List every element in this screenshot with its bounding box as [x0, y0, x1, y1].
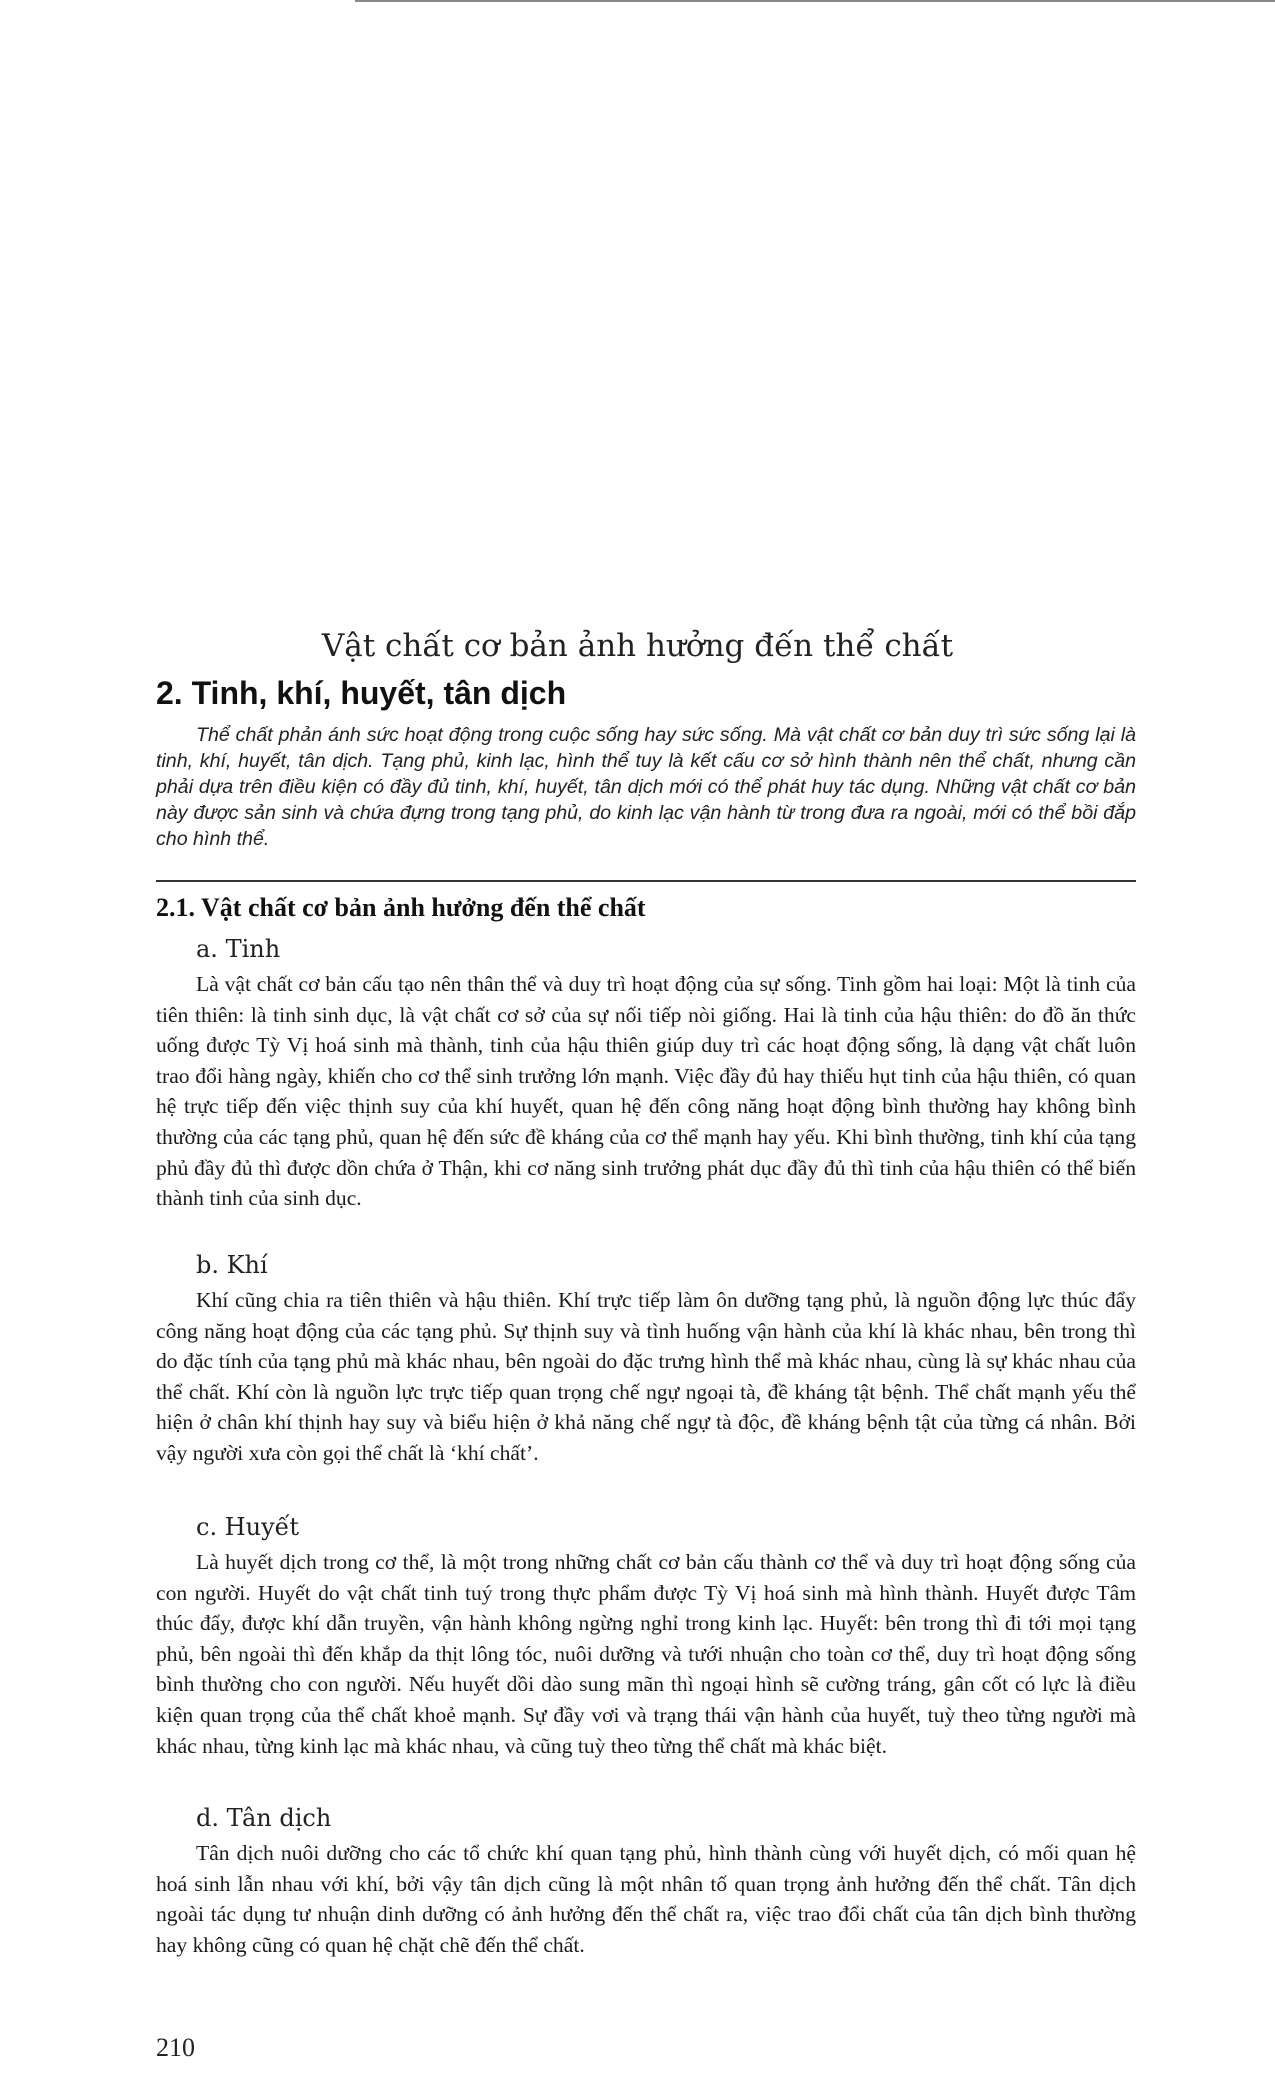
subsection-heading: a. Tinh — [196, 935, 281, 963]
subsection-text: Tân dịch nuôi dưỡng cho các tổ chức khí quan tạng phủ, hình thành cùng với huyết dịch, có mối quan hệ hoá sinh lẫn nhau với khí, bởi vậy tân dịch cũng là một nhân tố quan trọng ảnh hưởng đến thể chất. Tân dịch ngoài tác dụng tư nhuận dinh dưỡng có ảnh hưởng đến thể chất ra, việc trao đổi chất của tân dịch bình thường hay không cũng có quan hệ chặt chẽ đến thể chất. — [156, 1841, 1136, 1957]
divider — [156, 880, 1136, 882]
page-number: 210 — [156, 2033, 195, 2062]
top-edge-line — [355, 0, 1275, 2]
subsection-heading: c. Huyết — [196, 1513, 300, 1541]
subsection-heading: d. Tân dịch — [196, 1804, 332, 1832]
subsection-text: Khí cũng chia ra tiên thiên và hậu thiên. Khí trực tiếp làm ôn dưỡng tạng phủ, là nguồn động lực thúc đẩy công năng hoạt động của các tạng phủ. Sự thịnh suy và tình huống vận hành của khí là khác nhau, bên trong thì do đặc tính của tạng phủ mà khác nhau, bên ngoài do đặc trưng hình thể mà khác nhau, cùng là sự khác nhau của thể chất. Khí còn là nguồn lực trực tiếp quan trọng chế ngự ngoại tà, đề kháng tật bệnh. Thể chất mạnh yếu thể hiện ở chân khí thịnh hay suy và biểu hiện ở khả năng chế ngự tà độc, đề kháng bệnh tật của từng cá nhân. Bởi vậy người xưa còn gọi thể chất là ‘khí chất’. — [156, 1288, 1136, 1465]
chapter-title: 2. Tinh, khí, huyết, tân dịch — [156, 675, 567, 711]
subsection-text: Là vật chất cơ bản cấu tạo nên thân thể và duy trì hoạt động của sự sống. Tinh gồm hai loại: Một là tinh của tiên thiên: là tinh sinh dục, là vật chất cơ sở của sự nối tiếp nòi giống. Hai là tinh của hậu thiên: do đồ ăn thức uống được Tỳ Vị hoá sinh mà thành, tinh của hậu thiên giúp duy trì các hoạt động sống, là dạng vật chất luôn trao đổi hàng ngày, khiến cho cơ thể sinh trưởng lớn mạnh. Việc đầy đủ hay thiếu hụt tinh của hậu thiên, có quan hệ trực tiếp đến việc thịnh suy của khí huyết, quan hệ đến công năng hoạt động bình thường hay không bình thường của các tạng phủ, quan hệ đến sức đề kháng của cơ thể mạnh hay yếu. Khi bình thường, tinh khí của tạng phủ đầy đủ thì được dồn chứa ở Thận, khi cơ năng sinh trưởng phát dục đầy đủ thì tinh của hậu thiên có thể biến thành tinh của sinh dục. — [156, 972, 1136, 1211]
section-title: 2.1. Vật chất cơ bản ảnh hưởng đến thể chất — [156, 893, 646, 922]
subsection-tinh — [156, 935, 1136, 1214]
subsection-khi — [156, 1251, 1136, 1469]
intro-paragraph: Thể chất phản ánh sức hoạt động trong cuộc sống hay sức sống. Mà vật chất cơ bản duy trì sức sống lại là tinh, khí, huyết, tân dịch. Tạng phủ, kinh lạc, hình thể tuy là kết cấu cơ sở hình thành nên thể chất, nhưng cần phải dựa trên điều kiện có đầy đủ tinh, khí, huyết, tân dịch mới có thể phát huy tác dụng. Những vật chất cơ bản này được sản sinh và chứa đựng trong tạng phủ, do kinh lạc vận hành từ trong đưa ra ngoài, mới có thể bồi đắp cho hình thể. — [156, 724, 1136, 850]
subsection-tan-dich — [156, 1804, 1136, 1960]
subsection-text: Là huyết dịch trong cơ thể, là một trong những chất cơ bản cấu thành cơ thể và duy trì hoạt động sống của con người. Huyết do vật chất tinh tuý trong thực phẩm được Tỳ Vị hoá sinh mà hình thành. Huyết được Tâm thúc đẩy, được khí dẫn truyền, vận hành không ngừng nghỉ trong kinh lạc. Huyết: bên trong thì đi tới mọi tạng phủ, bên ngoài thì đến khắp da thịt lông tóc, nuôi dưỡng và tưới nhuận cho toàn cơ thể, duy trì hoạt động sống bình thường cho con người. Nếu huyết dồi dào sung mãn thì ngoại hình sẽ cường tráng, gân cốt có lực là điều kiện quan trọng của thể chất khoẻ mạnh. Sự đầy vơi và trạng thái vận hành của huyết, tuỳ theo từng người mà khác nhau, từng kinh lạc mà khác nhau, và cũng tuỳ theo từng thể chất mà khác biệt. — [156, 1550, 1136, 1758]
subsection-huyet — [156, 1513, 1136, 1761]
running-head: Vật chất cơ bản ảnh hưởng đến thể chất — [321, 628, 954, 664]
subsection-heading: b. Khí — [196, 1251, 268, 1279]
